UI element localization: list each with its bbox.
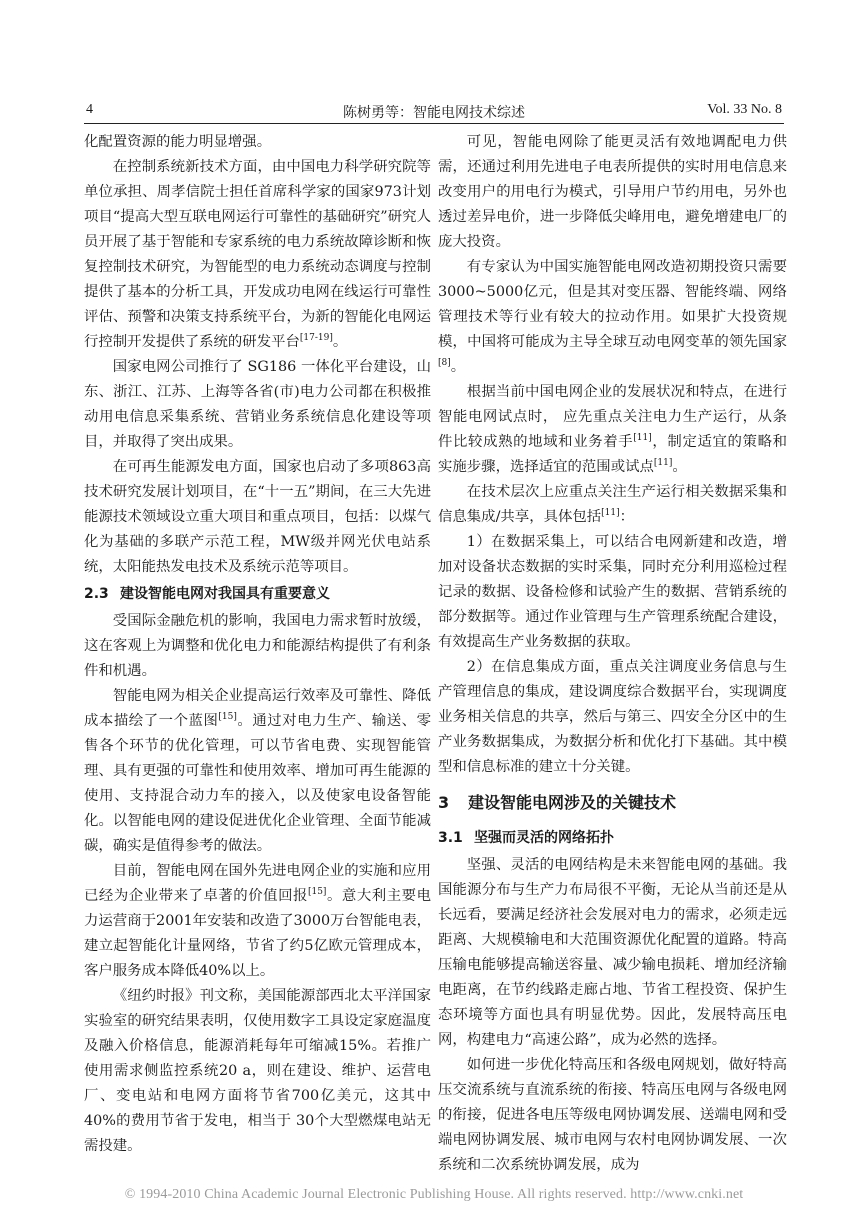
paragraph: 根据当前中国电网企业的发展状况和特点，在进行智能电网试点时， 应先重点关注电力生产运行，从条件比较成熟的地域和业务着手[11]，制定适宜的策略和实施步骤，选择适宜的范围或试点[11]。 <box>438 384 787 475</box>
paragraph: 如何进一步优化特高压和各级电网规划，做好特高压交流系统与直流系统的衔接、特高压电网与各级电网的衔接，促进各电压等级电网协调发展、送端电网和受端电网协调发展、城市电网与农村电网协调发展、一次系统和二次系统协调发展，成为 <box>438 1057 787 1173</box>
section-heading-3 <box>438 790 787 816</box>
running-header <box>84 101 784 124</box>
section-number: 2.3 <box>84 586 109 602</box>
list-item: 1）在数据采集上，可以结合电网新建和改造，增加对设备状态数据的实时采集，同时充分利用巡检过程记录的数据、设备检修和试验产生的数据、营销系统的部分数据等。通过作业管理与生产管理系统配合建设，有效提高生产业务数据的获取。 <box>438 534 787 650</box>
right-column <box>438 130 787 1178</box>
citation: [11] <box>601 508 620 519</box>
section-heading-3-1 <box>438 826 787 850</box>
section-title: 坚强而灵活的网络拓扑 <box>474 830 614 846</box>
left-column <box>84 130 431 1159</box>
paragraph: 智能电网为相关企业提高运行效率及可靠性、降低成本描绘了一个蓝图[15]。通过对电力生产、输送、零售各个环节的优化管理，可以节省电费、实现智能管理、具有更强的可靠性和使用效率、增加可再生能源的使用、支持混合动力车的接入，以及使家电设备智能化。以智能电网的建设促进优化企业管理、全面节能减碳，确实是值得参考的做法。 <box>84 688 431 854</box>
section-number: 3 <box>438 793 450 812</box>
paragraph: 《纽约时报》刊文称，美国能源部西北太平洋国家实验室的研究结果表明，仅使用数字工具设定家庭温度及融入价格信息，能源消耗每年可缩减15%。若推广使用需求侧监控系统20 a，则在建设、维护、运营电厂、变电站和电网方面将节省700亿美元，这其中 40%的费用节省于发电，相当于 30个大型燃煤电站无需投建。 <box>84 988 431 1154</box>
running-title: 陈树勇等：智能电网技术综述 <box>343 106 525 121</box>
section-number: 3.1 <box>438 830 463 846</box>
copyright-footer: © 1994-2010 China Academic Journal Electronic Publishing House. All rights reserved. http://www.cnki.net <box>124 1187 744 1202</box>
paragraph: 有专家认为中国实施智能电网改造初期投资只需要3000~5000亿元，但是其对变压器、智能终端、网络管理技术等行业有较大的拉动作用。如果扩大投资规模，中国将可能成为主导全球互动电网变革的领先国家[8]。 <box>438 259 787 375</box>
citation: [15] <box>307 887 327 898</box>
page-number: 4 <box>86 102 93 117</box>
citation: [11] <box>653 458 673 469</box>
citation: [8] <box>438 358 451 369</box>
paragraph: 坚强、灵活的电网结构是未来智能电网的基础。我国能源分布与生产力布局很不平衡，无论从当前还是从长远看，要满足经济社会发展对电力的需求，必须走远距离、大规模输电和大范围资源优化配置的道路。特高压输电能够提高输送容量、减少输电损耗、增加经济输电距离，在节约线路走廊占地、节省工程投资、保护生态环境等方面也具有明显优势。因此，发展特高压电网，构建电力“高速公路”，成为必然的选择。 <box>438 857 787 1048</box>
citation: [11] <box>633 433 652 444</box>
list-item: 2）在信息集成方面，重点关注调度业务信息与生产管理信息的集成，建设调度综合数据平台，实现调度业务相关信息的共享，然后与第三、四安全分区中的生产业务数据集成，为数据分析和优化打下基础。其中模型和信息标准的建立十分关键。 <box>438 659 787 775</box>
paragraph: 在技术层次上应重点关注生产运行相关数据采集和信息集成/共享，具体包括[11]： <box>438 484 787 525</box>
paragraph: 国家电网公司推行了 SG186 一体化平台建设，山东、浙江、江苏、上海等各省(市)电力公司都在积极推动用电信息采集系统、营销业务系统信息化建设等项目，并取得了突出成果。 <box>84 359 431 450</box>
paragraph: 在控制系统新技术方面，由中国电力科学研究院等单位承担、周孝信院士担任首席科学家的国家973计划项目“提高大型互联电网运行可靠性的基础研究”研究人员开展了基于智能和专家系统的电力系统故障诊断和恢复控制技术研究，为智能型的电力系统动态调度与控制提供了基本的分析工具，开发成功电网在线运行可靠性评估、预警和决策支持系统平台，为新的智能化电网运行控制开发提供了系统的研发平台[17-19]。 <box>84 159 431 350</box>
volume-label: Vol. 33 No. 8 <box>707 102 782 117</box>
section-title: 建设智能电网涉及的关键技术 <box>468 793 677 812</box>
paragraph: 可见，智能电网除了能更灵活有效地调配电力供需，还通过利用先进电子电表所提供的实时用电信息来改变用户的用电行为模式，引导用户节约用电，另外也透过差异电价，进一步降低尖峰用电，避免增建电厂的庞大投资。 <box>438 134 787 250</box>
section-heading-2-3 <box>84 582 431 606</box>
paragraph: 在可再生能源发电方面，国家也启动了多项863高技术研究发展计划项目，在“十一五”期间，在三大先进能源技术领域设立重大项目和重点项目，包括：以煤气化为基础的多联产示范工程，MW级并网光伏电站系统，太阳能热发电技术及系统示范等项目。 <box>84 459 431 575</box>
paragraph: 受国际金融危机的影响，我国电力需求暂时放缓，这在客观上为调整和优化电力和能源结构提供了有利条件和机遇。 <box>84 613 431 679</box>
paragraph: 目前，智能电网在国外先进电网企业的实施和应用已经为企业带来了卓著的价值回报[15]。意大利主要电力运营商于2001年安装和改造了3000万台智能电表，建立起智能化计量网络，节省了约5亿欧元管理成本，客户服务成本降低40%以上。 <box>84 863 431 979</box>
section-title: 建设智能电网对我国具有重要意义 <box>120 586 330 602</box>
citation: [15] <box>218 712 237 723</box>
paragraph: 化配置资源的能力明显增强。 <box>84 134 272 150</box>
citation: [17-19] <box>299 333 333 344</box>
